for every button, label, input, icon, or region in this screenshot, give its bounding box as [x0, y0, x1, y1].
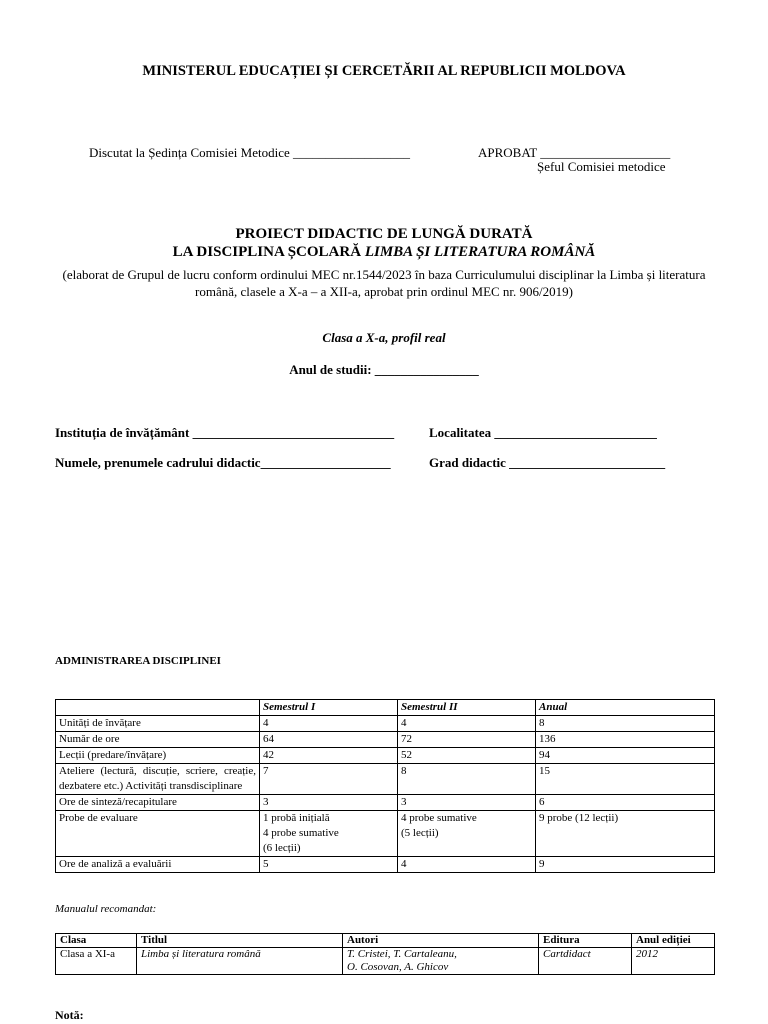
table-cell: 2012	[632, 948, 715, 975]
table-cell: 6	[536, 795, 715, 811]
table-row	[56, 732, 715, 748]
table-header-cell: Anual	[536, 700, 715, 716]
table-cell: 4	[260, 716, 398, 732]
table-header-cell	[56, 700, 260, 716]
table-cell: 9	[536, 857, 715, 873]
ministry-title: MINISTERUL EDUCAȚIEI ȘI CERCETĂRII AL REPUBLICII MOLDOVA	[142, 63, 626, 79]
table-header-cell: Autori	[343, 934, 539, 948]
administration-table	[55, 699, 715, 873]
table-row	[56, 716, 715, 732]
table-header-cell: Clasa	[56, 934, 137, 948]
table-cell: 42	[260, 748, 398, 764]
table-cell: Probe de evaluare	[56, 811, 260, 857]
table-row	[56, 764, 715, 795]
table-cell: 136	[536, 732, 715, 748]
table-cell: T. Cristei, T. Cartaleanu, O. Cosovan, A. Ghicov	[343, 948, 539, 975]
table-cell: 5	[260, 857, 398, 873]
table-header-cell: Semestrul II	[398, 700, 536, 716]
table-cell: 72	[398, 732, 536, 748]
study-year: Anul de studii: ________________	[289, 362, 479, 377]
table-cell: Ateliere (lectură, discuție, scriere, creație, dezbatere etc.) Activități transdisciplinare	[56, 764, 260, 795]
table-header-row	[56, 934, 715, 948]
table-header-cell: Titlul	[137, 934, 343, 948]
institution-field: Instituția de învățământ _______________________________	[55, 425, 395, 440]
didactic-grade-field: Grad didactic ________________________	[429, 455, 666, 470]
recommended-manual-label: Manualul recomandat:	[55, 903, 157, 915]
table-header-row	[56, 700, 715, 716]
class-profile: Clasa a X-a, profil real	[322, 330, 446, 345]
document-title: PROIECT DIDACTIC DE LUNGĂ DURATĂ	[235, 226, 533, 242]
subtitle-prefix: LA DISCIPLINA ȘCOLARĂ	[172, 244, 365, 260]
table-header-cell: Anul ediției	[632, 934, 715, 948]
table-cell: 94	[536, 748, 715, 764]
table-cell: 7	[260, 764, 398, 795]
table-cell: 4	[398, 716, 536, 732]
manual-table	[55, 933, 715, 975]
table-cell: 8	[536, 716, 715, 732]
note-label: Notă:	[55, 1008, 84, 1022]
table-header-cell: Editura	[539, 934, 632, 948]
table-cell: 15	[536, 764, 715, 795]
table-cell: Unități de învățare	[56, 716, 260, 732]
table-cell: 3	[260, 795, 398, 811]
locality-field: Localitatea _________________________	[429, 425, 657, 440]
table-row	[56, 748, 715, 764]
table-cell: 3	[398, 795, 536, 811]
table-cell: Limba și literatura română	[137, 948, 343, 975]
table-cell: 52	[398, 748, 536, 764]
table-cell: 9 probe (12 lecții)	[536, 811, 715, 857]
table-cell: Lecții (predare/învățare)	[56, 748, 260, 764]
table-cell: Număr de ore	[56, 732, 260, 748]
teacher-name-field: Numele, prenumele cadrului didactic____________________	[55, 455, 391, 470]
table-row	[56, 948, 715, 975]
table-cell: 8	[398, 764, 536, 795]
table-row	[56, 811, 715, 857]
table-row	[56, 857, 715, 873]
table-cell: 1 probă inițială 4 probe sumative (6 lecții)	[260, 811, 398, 857]
table-cell: Cartdidact	[539, 948, 632, 975]
table-cell: 4	[398, 857, 536, 873]
table-header-cell: Semestrul I	[260, 700, 398, 716]
table-row	[56, 795, 715, 811]
elaboration-note: (elaborat de Grupul de lucru conform ordinului MEC nr.1544/2023 în baza Curriculumului disciplinar la Limba și literatura română, clasele a X-a – a XII-a, aprobat prin ordinul MEC nr. 906/2019)	[62, 267, 706, 299]
table-cell: 4 probe sumative (5 lecții)	[398, 811, 536, 857]
table-cell: Clasa a XI-a	[56, 948, 137, 975]
approved-line: APROBAT ____________________	[478, 145, 671, 160]
table-cell: 64	[260, 732, 398, 748]
administration-heading: ADMINISTRAREA DISCIPLINEI	[55, 655, 221, 667]
discussed-line: Discutat la Ședința Comisiei Metodice __________________	[89, 145, 410, 160]
table-cell: Ore de analiză a evaluării	[56, 857, 260, 873]
approved-signatory: Șeful Comisiei metodice	[537, 159, 666, 174]
document-subtitle	[0, 244, 768, 261]
table-cell: Ore de sinteză/recapitulare	[56, 795, 260, 811]
subject-name: LIMBA ȘI LITERATURA ROMÂNĂ	[364, 244, 596, 260]
